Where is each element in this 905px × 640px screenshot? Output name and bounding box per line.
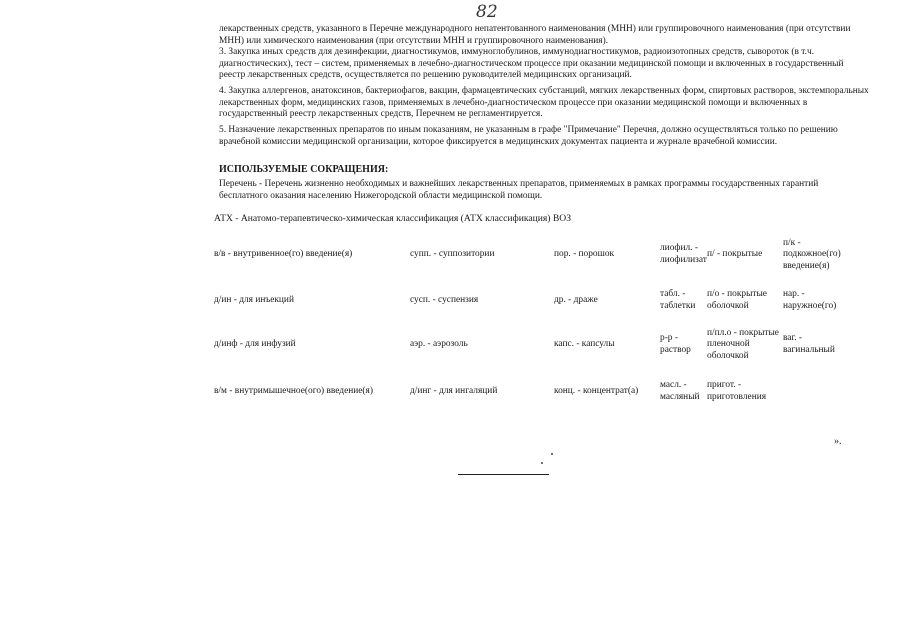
atx-definition: АТХ - Анатомо-терапевтическо-химическая классификация (АТХ классификация) ВОЗ xyxy=(214,213,572,224)
table-cell: в/в - внутривенное(го) введение(я) xyxy=(214,249,353,260)
page-number: 82 xyxy=(476,2,498,22)
table-cell: лиофил. - лиофилизат xyxy=(660,243,707,265)
table-row xyxy=(214,321,854,369)
paragraph-3: 3. Закупка иных средств для дезинфекции, диагностикумов, иммуноглобулинов, иммунодиагностикумов, радиоизотопных средств, сывороток (в т.ч. диагностических), тест – систем, применяемых в лечебно-диагностическом процессе при оказании медицинской помощи и включенных в государственный реестр лекарственных средств, осуществляется по решению руководителей медицинских организаций. xyxy=(219,47,844,81)
abbreviations-heading: ИСПОЛЬЗУЕМЫЕ СОКРАЩЕНИЯ: xyxy=(219,164,389,175)
table-cell: ваг. - вагинальный xyxy=(783,333,835,355)
table-cell: сусп. - суспензия xyxy=(410,295,479,306)
table-cell: пор. - порошок xyxy=(554,249,615,260)
table-cell: д/инг - для ингаляций xyxy=(410,386,498,397)
paragraph-5: 5. Назначение лекарственных препаратов по иным показаниям, не указанным в графе "Примечание" Перечня, должно осуществляться только по решению врачебной комиссии медицинской организации, которое фиксируется в медицинских документах пациента и журнале врачебной комиссии. xyxy=(219,125,838,147)
table-cell: п/ - покрытые xyxy=(707,249,763,260)
table-cell: табл. - таблетки xyxy=(660,289,696,311)
table-cell: р-р - раствор xyxy=(660,333,691,355)
paragraph-4: 4. Закупка аллергенов, анатоксинов, бактериофагов, вакцин, фармацевтических субстанций, мягких лекарственных форм, спиртовых растворов, экстемпоральных лекарственных форм, медицинских газов, применяемых в лечебно-диагностическом процессе при оказании медицинской помощи и включенных в государственный реестр лекарственных средств, Перечнем не регламентируется. xyxy=(219,86,869,120)
table-cell: п/пл.о - покрытые пленочной оболочкой xyxy=(707,327,779,361)
closing-quote: ». xyxy=(834,436,842,447)
table-cell: д/ин - для инъекций xyxy=(214,295,294,306)
table-cell: пригот. - приготовления xyxy=(707,380,767,402)
abbreviations-table xyxy=(214,229,854,415)
table-cell xyxy=(783,369,854,415)
table-cell: супп. - суппозитории xyxy=(410,249,495,260)
table-cell: в/м - внутримышечное(ого) введение(я) xyxy=(214,386,373,397)
scan-speck xyxy=(541,462,543,464)
table-row xyxy=(214,229,854,281)
table-cell: др. - драже xyxy=(554,295,598,306)
table-cell: масл. - масляный xyxy=(660,380,700,402)
horizontal-rule xyxy=(458,474,549,475)
table-row xyxy=(214,369,854,415)
table-cell: конц. - концентрат(а) xyxy=(554,386,639,397)
table-cell: п/о - покрытые оболочкой xyxy=(707,289,767,311)
paragraph-mnn: лекарственных средств, указанного в Перечне международного непатентованного наименования (МНН) или группировочного наименования (при отсутствии МНН) или химического наименования (при отсутствии МНН и группировочного наименования). xyxy=(219,24,851,46)
table-cell: д/инф - для инфузий xyxy=(214,339,296,350)
perechen-definition: Перечень - Перечень жизненно необходимых и важнейших лекарственных препаратов, применяемых в рамках программы государственных гарантий бесплатного оказания населению Нижегородской области медицинской помощи. xyxy=(219,179,819,201)
table-cell: аэр. - аэрозоль xyxy=(410,339,468,350)
table-row xyxy=(214,281,854,321)
table-cell: п/к - подкожное(го) введение(я) xyxy=(783,237,841,271)
scan-speck xyxy=(551,453,553,455)
table-cell: нар. - наружное(го) xyxy=(783,289,837,311)
table-cell: капс. - капсулы xyxy=(554,339,615,350)
